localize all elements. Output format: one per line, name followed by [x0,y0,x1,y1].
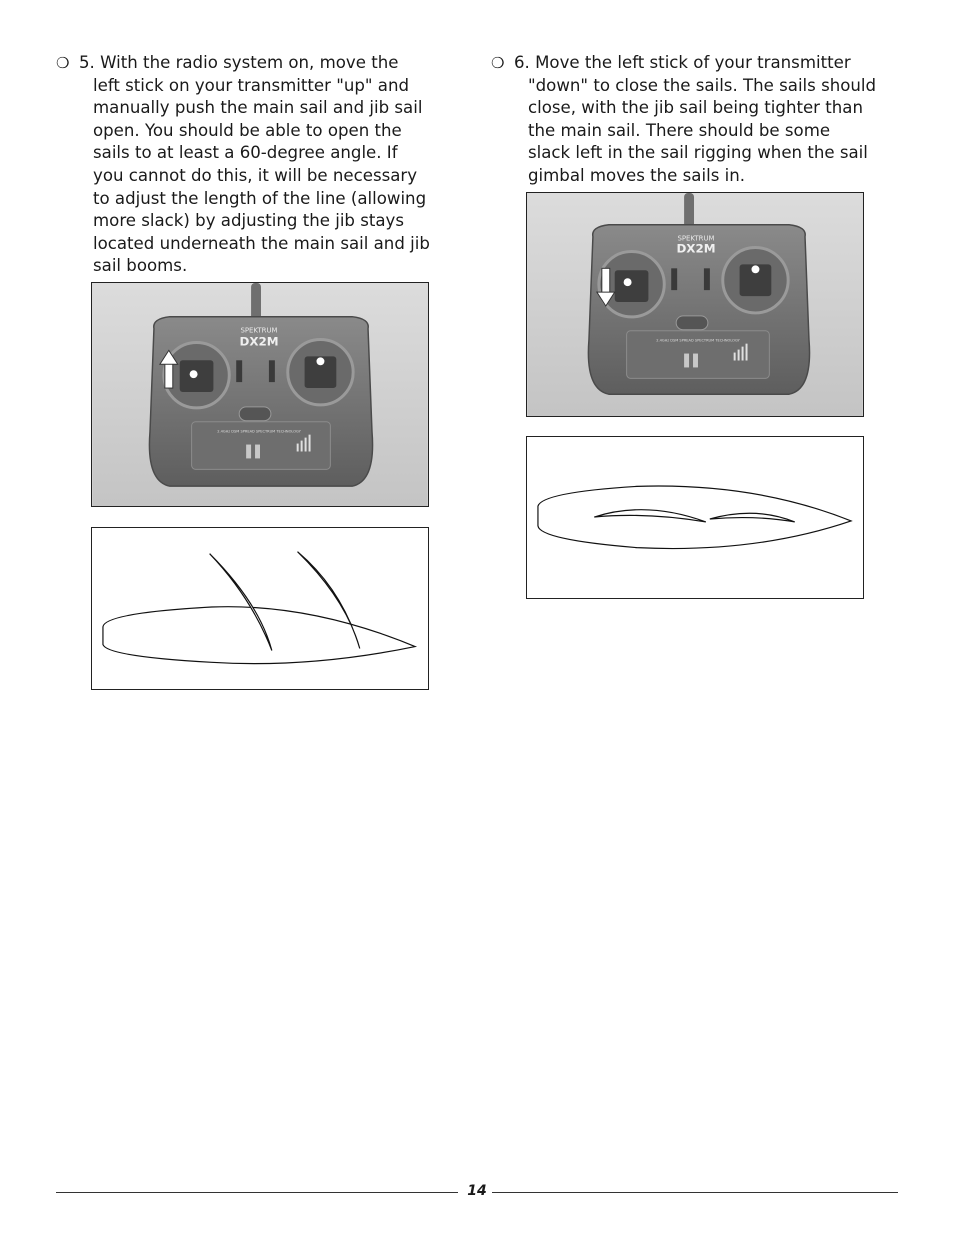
step-5-line: manually push the main sail and jib sail [93,98,423,118]
transmitter-brand: SPEKTRUM [677,234,715,243]
step-6-line: the main sail. There should be some [528,120,831,140]
step-5-line: left stick on your transmitter "up" and [93,75,410,95]
step-6-line: "down" to close the sails. The sails should [528,75,877,95]
transmitter-tech-label: 2.4GHz DSM SPREAD SPECTRUM TECHNOLOGY [656,338,740,343]
footer-rule-right [492,1192,898,1193]
step-5-line: open. You should be able to open the [93,120,402,140]
step-5-line: sails to at least a 60-degree angle. If [93,143,398,163]
transmitter-model: DX2M [676,241,716,256]
step-5-line: more slack) by adjusting the jib stays [93,211,405,231]
step-6-line: slack left in the sail rigging when the sail [528,143,868,163]
transmitter-tech-label: 2.4GHz DSM SPREAD SPECTRUM TECHNOLOGY [217,429,301,434]
step-5-line: located underneath the main sail and jib [93,233,430,253]
transmitter-brand: SPEKTRUM [240,326,278,335]
sails-open-diagram [91,527,429,690]
step-5-line: to adjust the length of the line (allowing [93,188,427,208]
footer-rule-left [56,1192,458,1193]
transmitter-model: DX2M [239,334,279,349]
step-6 [491,52,911,188]
step-5-line: sail booms. [93,256,188,276]
sails-closed-illustration [527,437,863,598]
transmitter-illustration [92,283,428,506]
sails-closed-diagram [526,436,864,599]
transmitter-photo-stick-down [526,192,864,417]
transmitter-photo-stick-up [91,282,429,507]
transmitter-illustration [527,193,863,416]
checkbox-bullet-icon: ❍ [56,54,70,72]
page-number: 14 [467,1183,487,1199]
step-6-line: close, with the jib sail being tighter than [528,98,863,118]
step-6-line: gimbal moves the sails in. [528,165,746,185]
step-6-line: 6. Move the left stick of your transmitter [514,53,851,72]
checkbox-bullet-icon: ❍ [491,54,505,72]
step-5-line: you cannot do this, it will be necessary [93,165,418,185]
sails-open-illustration [92,528,428,689]
step-5 [56,52,456,278]
step-5-line: 5. With the radio system on, move the [79,53,399,72]
